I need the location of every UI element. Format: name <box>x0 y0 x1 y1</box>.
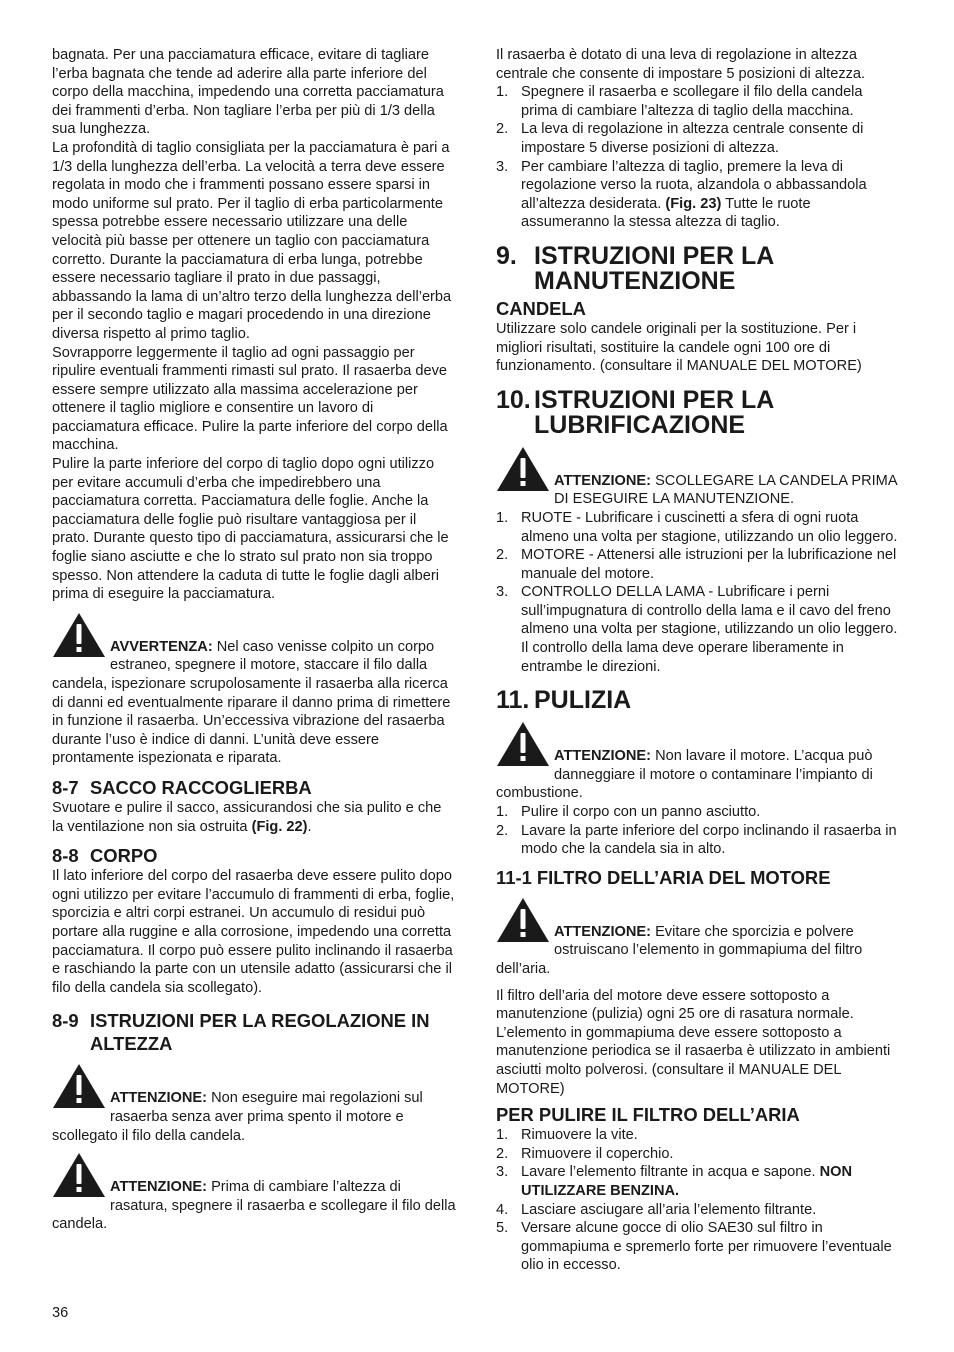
height-steps-list <box>496 83 900 232</box>
paragraph: Il filtro dell’aria del motore deve essere sottoposto a manutenzione (pulizia) ogni 25 ore di rasatura normale. L’elemento in gommapiuma deve essere sottoposto a manutenzione periodica se il rasaerba è utilizzato in ambienti asciutti molto polverosi. (consultare il MANUALE DEL MOTORE) <box>496 987 891 1097</box>
warning-triangle-icon <box>52 1152 106 1198</box>
warning-triangle-icon <box>496 446 550 492</box>
list-item: 2. Rimuovere il coperchio. <box>496 1145 674 1162</box>
warning-text: SCOLLEGARE LA CANDELA PRIMA DI ESEGUIRE LA MANUTENZIONE. <box>554 472 897 508</box>
paragraph: Il rasaerba è dotato di una leva di regolazione in altezza centrale che consente di impostare 5 posizioni di altezza. <box>496 47 866 82</box>
paragraph: Pulire la parte inferiore del corpo di taglio dopo ogni utilizzo per evitare accumuli d’erba che impedirebbero una pacciamatura corretta. Pacciamatura delle foglie. Anche la pacciamatura delle foglie può risultare vantaggiosa per il prato. Durante questo tipo di pacciamatura, assicurarsi che le foglie siano asciutte e che lo strato sul prato non sia troppo spesso. Non attendere la caduta di tutte le foglie dagli alberi prima di eseguire la pacciamatura. <box>52 456 449 603</box>
paragraph: bagnata. Per una pacciamatura efficace, evitare di tagliare l’erba bagnata che tende ad aderire alla parte inferiore del corpo della macchina, impedendo una corretta pacciamatura dei frammenti d’erba. Non tagliare l’erba per più di 1/3 della sua lunghezza. <box>52 47 444 138</box>
warning-text: Evitare che sporcizia e polvere ostruiscano l’elemento in gommapiuma del filtro dell’aria. <box>496 923 863 977</box>
section-heading: 8-9 ISTRUZIONI PER LA REGOLAZIONE IN ALTEZZA <box>52 1010 430 1055</box>
list-item: 4. Lasciare asciugare all’aria l’elemento filtrante. <box>496 1201 817 1218</box>
warning-block <box>496 923 900 979</box>
list-item: 2. MOTORE - Attenersi alle istruzioni per la lubrificazione nel manuale del motore. <box>496 547 897 582</box>
section-heading: 11. PULIZIA <box>496 686 632 715</box>
cleaning-list <box>496 803 900 859</box>
paragraph: Utilizzare solo candele originali per la sostituzione. Per i migliori risultati, sostituire la candele ogni 100 ore di funzionamento. (consultare il MANUALE DEL MOTORE) <box>496 320 862 375</box>
warning-label: ATTENZIONE: <box>554 748 652 765</box>
left-column <box>52 46 456 1234</box>
warning-block <box>52 638 456 768</box>
subsection-heading: PER PULIRE IL FILTRO DELL’ARIA <box>496 1104 800 1126</box>
warning-triangle-icon <box>52 612 106 658</box>
list-item: 5. Versare alcune gocce di olio SAE30 sul filtro in gommapiuma e spremerlo forte per rimuovere l’eventuale olio in eccesso. <box>496 1220 892 1274</box>
paragraph: La profondità di taglio consigliata per la pacciamatura è pari a 1/3 della lunghezza dell’erba. La velocità a terra deve essere regolata in modo che i frammenti possano essere sparsi in modo uniforme sul prato. Per il taglio di erba particolarmente spessa potrebbe essere necessario utilizzare una delle velocità più basse per ottenere un taglio con pacciamatura corretto. Durante la pacciamatura di erba lunga, potrebbe essere necessario tagliare il prato in due passaggi, abbassando la lama di un’altro terzo della lunghezza dell’erba per il secondo taglio e magari procedendo in una direzione diversa rispetto al primo taglio. <box>52 139 452 342</box>
section-heading: 8-7 SACCO RACCOGLIERBA <box>52 776 312 798</box>
paragraph: Il lato inferiore del corpo del rasaerba deve essere pulito dopo ogni utilizzo per evitare l’accumulo di frammenti di erba, foglie, sporcizia e altri corpi estranei. Un accumulo di residui può portare alla ruggine e alla corrosione, impedendo una corretta pacciamatura. Il corpo può essere pulito inclinando il rasaerba e raschiando la parte con un utensile adatto (assicurarsi che il filo della candela sia scollegato). <box>52 868 455 996</box>
subsection-heading: 11-1 FILTRO DELL’ARIA DEL MOTORE <box>496 866 831 888</box>
section-heading: 10. ISTRUZIONI PER LA LUBRIFICAZIONE <box>496 385 774 439</box>
warning-triangle-icon <box>496 897 550 943</box>
warning-triangle-icon <box>496 721 550 767</box>
list-item: 1. Pulire il corpo con un panno asciutto. <box>496 804 761 821</box>
warning-text: Nel caso venisse colpito un corpo estraneo, spegnere il motore, staccare il filo dalla candela, ispezionare scrupolosamente il rasaerba alla ricerca di danni ed eventualmente riparare il danno prima di rimettere in funzione il rasaerba. Un’eccessiva vibrazione del rasaerba durante l’uso è indice di danni. L’unità deve essere prontamente ispezionata e riparata. <box>52 638 451 767</box>
list-item: 2. La leva di regolazione in altezza centrale consente di impostare 5 diverse posizioni di altezza. <box>496 121 864 156</box>
section-heading: 9. ISTRUZIONI PER LA MANUTENZIONE <box>496 241 774 295</box>
warning-block <box>52 1178 456 1234</box>
warning-text: Non lavare il motore. L’acqua può danneggiare il motore o contaminare l’impianto di combustione. <box>496 748 873 802</box>
list-item: 3. Lavare l’elemento filtrante in acqua e sapone. NON UTILIZZARE BENZINA. <box>496 1164 852 1199</box>
warning-text: Non eseguire mai regolazioni sul rasaerba senza aver prima spento il motore e scollegato il filo della candela. <box>52 1090 423 1144</box>
warning-label: ATTENZIONE: <box>110 1179 208 1196</box>
warning-label: ATTENZIONE: <box>554 923 652 940</box>
list-item: 3. CONTROLLO DELLA LAMA - Lubrificare i perni sull’impugnatura di controllo della lama e il cavo del freno almeno una volta per stagione, utilizzando un olio leggero. Il controllo della lama deve operare liberamente in entrambe le direzioni. <box>496 584 898 675</box>
list-item: 2. Lavare la parte inferiore del corpo inclinando il rasaerba in modo che la candela sia in alto. <box>496 822 897 858</box>
paragraph: Sovrapporre leggermente il taglio ad ogni passaggio per ripulire eventuali frammenti rimasti sul prato. Il rasaerba deve essere sempre utilizzato alla massima accelerazione per ottenere il taglio migliore e consentire un lavoro di pacciamatura efficace. Pulire la parte inferiore del corpo della macchina. <box>52 344 448 454</box>
warning-label: ATTENZIONE: <box>554 472 652 489</box>
warning-text: Prima di cambiare l’altezza di rasatura, spegnere il rasaerba e scollegare il filo della candela. <box>52 1179 456 1233</box>
lubrication-list <box>496 509 900 676</box>
page-number: 36 <box>52 1305 69 1321</box>
warning-triangle-icon <box>52 1063 106 1109</box>
list-item: 1. Rimuovere la vite. <box>496 1127 638 1144</box>
section-heading: 8-8 CORPO <box>52 845 158 867</box>
warning-block <box>496 747 900 803</box>
subsection-heading: CANDELA <box>496 297 586 319</box>
paragraph: Svuotare e pulire il sacco, assicurandosi che sia pulito e che la ventilazione non sia ostruita (Fig. 22). <box>52 799 442 835</box>
warning-label: ATTENZIONE: <box>110 1090 208 1107</box>
filter-cleaning-steps <box>496 1126 900 1275</box>
list-item: 1. Spegnere il rasaerba e scollegare il filo della candela prima di cambiare l’altezza di taglio della macchina. <box>496 84 863 119</box>
warning-block <box>496 472 900 509</box>
list-item: 3. Per cambiare l’altezza di taglio, premere la leva di regolazione verso la ruota, alzandola o abbassandola all’altezza desiderata. (Fig. 23) Tutte le ruote assumeranno la stessa altezza di taglio. <box>496 158 867 231</box>
right-column <box>496 46 900 1275</box>
warning-label: AVVERTENZA: <box>110 638 213 655</box>
list-item: 1. RUOTE - Lubrificare i cuscinetti a sfera di ogni ruota almeno una volta per stagione, utilizzando un olio leggero. <box>496 509 898 545</box>
warning-block <box>52 1089 456 1145</box>
